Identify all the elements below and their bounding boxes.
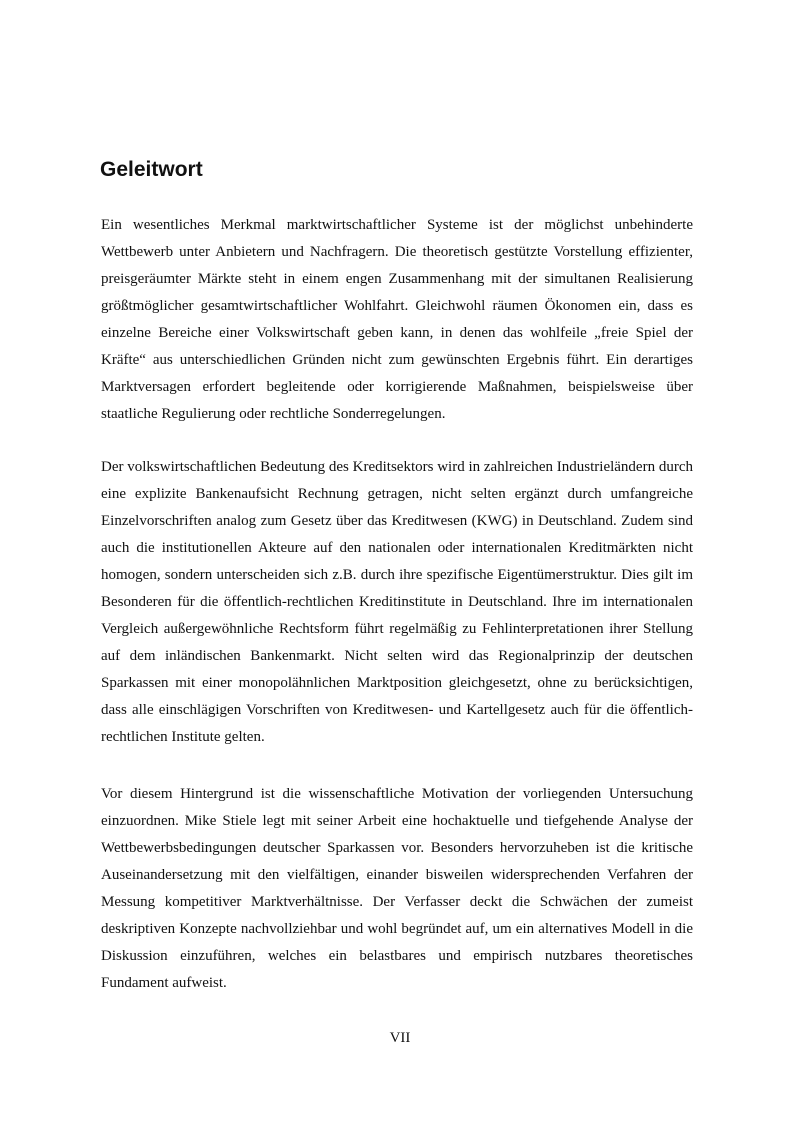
paragraph-2: Der volkswirtschaftlichen Bedeutung des Kreditsektors wird in zahlreichen Industrieländern durch eine explizite Bankenaufsicht Rechnung getragen, nicht selten ergänzt durch umfangreiche Einzelvorschriften analog zum Gesetz über das Kreditwesen (KWG) in Deutschland. Zudem sind auch die institutionellen Akteure auf den nationalen oder internationalen Kreditmärkten nicht homogen, sondern unterscheiden sich z.B. durch ihre spezifische Eigentümerstruktur. Dies gilt im Besonderen für die öffentlich-rechtlichen Kreditinstitute in Deutschland. Ihre im internationalen Vergleich außergewöhnliche Rechtsform führt regelmäßig zu Fehlinterpretationen ihrer Stellung auf dem inländischen Bankenmarkt. Nicht selten wird das Regionalprinzip der deutschen Sparkassen mit einer monopolähnlichen Marktposition gleichgesetzt, ohne zu berücksichtigen, dass alle einschlägigen Vorschriften von Kreditwesen- und Kartellgesetz auch für die öffentlich-rechtlichen Institute gelten. [101,459,693,745]
paragraph-3: Vor diesem Hintergrund ist die wissenschaftliche Motivation der vorliegenden Untersuchung einzuordnen. Mike Stiele legt mit seiner Arbeit eine hochaktuelle und tiefgehende Analyse der Wettbewerbsbedingungen deutscher Sparkassen vor. Besonders hervorzuheben ist die kritische Auseinandersetzung mit den vielfältigen, einander bisweilen widersprechenden Verfahren der Messung kompetitiver Marktverhältnisse. Der Verfasser deckt die Schwächen der zumeist deskriptiven Konzepte nachvollziehbar und wohl begründet auf, um ein alternatives Modell in die Diskussion einzuführen, welches ein belastbares und empirisch nutzbares theoretisches Fundament aufweist. [101,786,693,991]
paragraph-1: Ein wesentliches Merkmal marktwirtschaftlicher Systeme ist der möglichst unbehinderte Wettbewerb unter Anbietern und Nachfragern. Die theoretisch gestützte Vorstellung effizienter, preisgeräumter Märkte steht in einem engen Zusammenhang mit der simultanen Realisierung größtmöglicher gesamtwirtschaftlicher Wohlfahrt. Gleichwohl räumen Ökonomen ein, dass es einzelne Bereiche einer Volkswirtschaft geben kann, in denen das wohlfeile „freie Spiel der Kräfte“ aus unterschiedlichen Gründen nicht zum gewünschten Ergebnis führt. Ein derartiges Marktversagen erfordert begleitende oder korrigierende Maßnahmen, beispielsweise über staatliche Regulierung oder rechtliche Sonderregelungen. [101,217,693,422]
page-title: Geleitwort [100,158,203,181]
page-number: VII [389,1030,411,1046]
